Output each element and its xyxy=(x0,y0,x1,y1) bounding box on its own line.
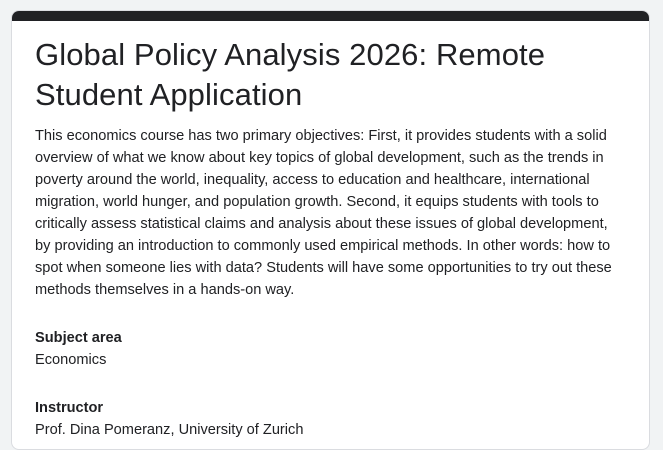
form-header-body xyxy=(12,21,649,441)
instructor-label: Instructor xyxy=(35,400,104,416)
form-description: This economics course has two primary objectives: First, it provides students with a solid overview of what we know about key topics of global development, such as the trends in poverty around the world, inequality, access to education and healthcare, international migration, world hunger, and population growth. Second, it equips students with tools to critically assess statistical claims and analysis about these issues of global development, by providing an introduction to commonly used empirical methods. In other words: how to spot when someone lies with data? Students will have some opportunities to try out these methods themselves in a hands-on way. xyxy=(35,128,616,298)
form-title: Global Policy Analysis 2026: Remote Student Application xyxy=(35,37,546,112)
instructor-section xyxy=(35,397,627,441)
subject-area-label: Subject area xyxy=(35,330,122,346)
subject-area-value: Economics xyxy=(35,352,107,368)
subject-area-section xyxy=(35,327,627,371)
card-accent-bar xyxy=(12,11,649,21)
instructor-value: Prof. Dina Pomeranz, University of Zurich xyxy=(35,422,304,438)
form-header-card xyxy=(11,10,650,450)
